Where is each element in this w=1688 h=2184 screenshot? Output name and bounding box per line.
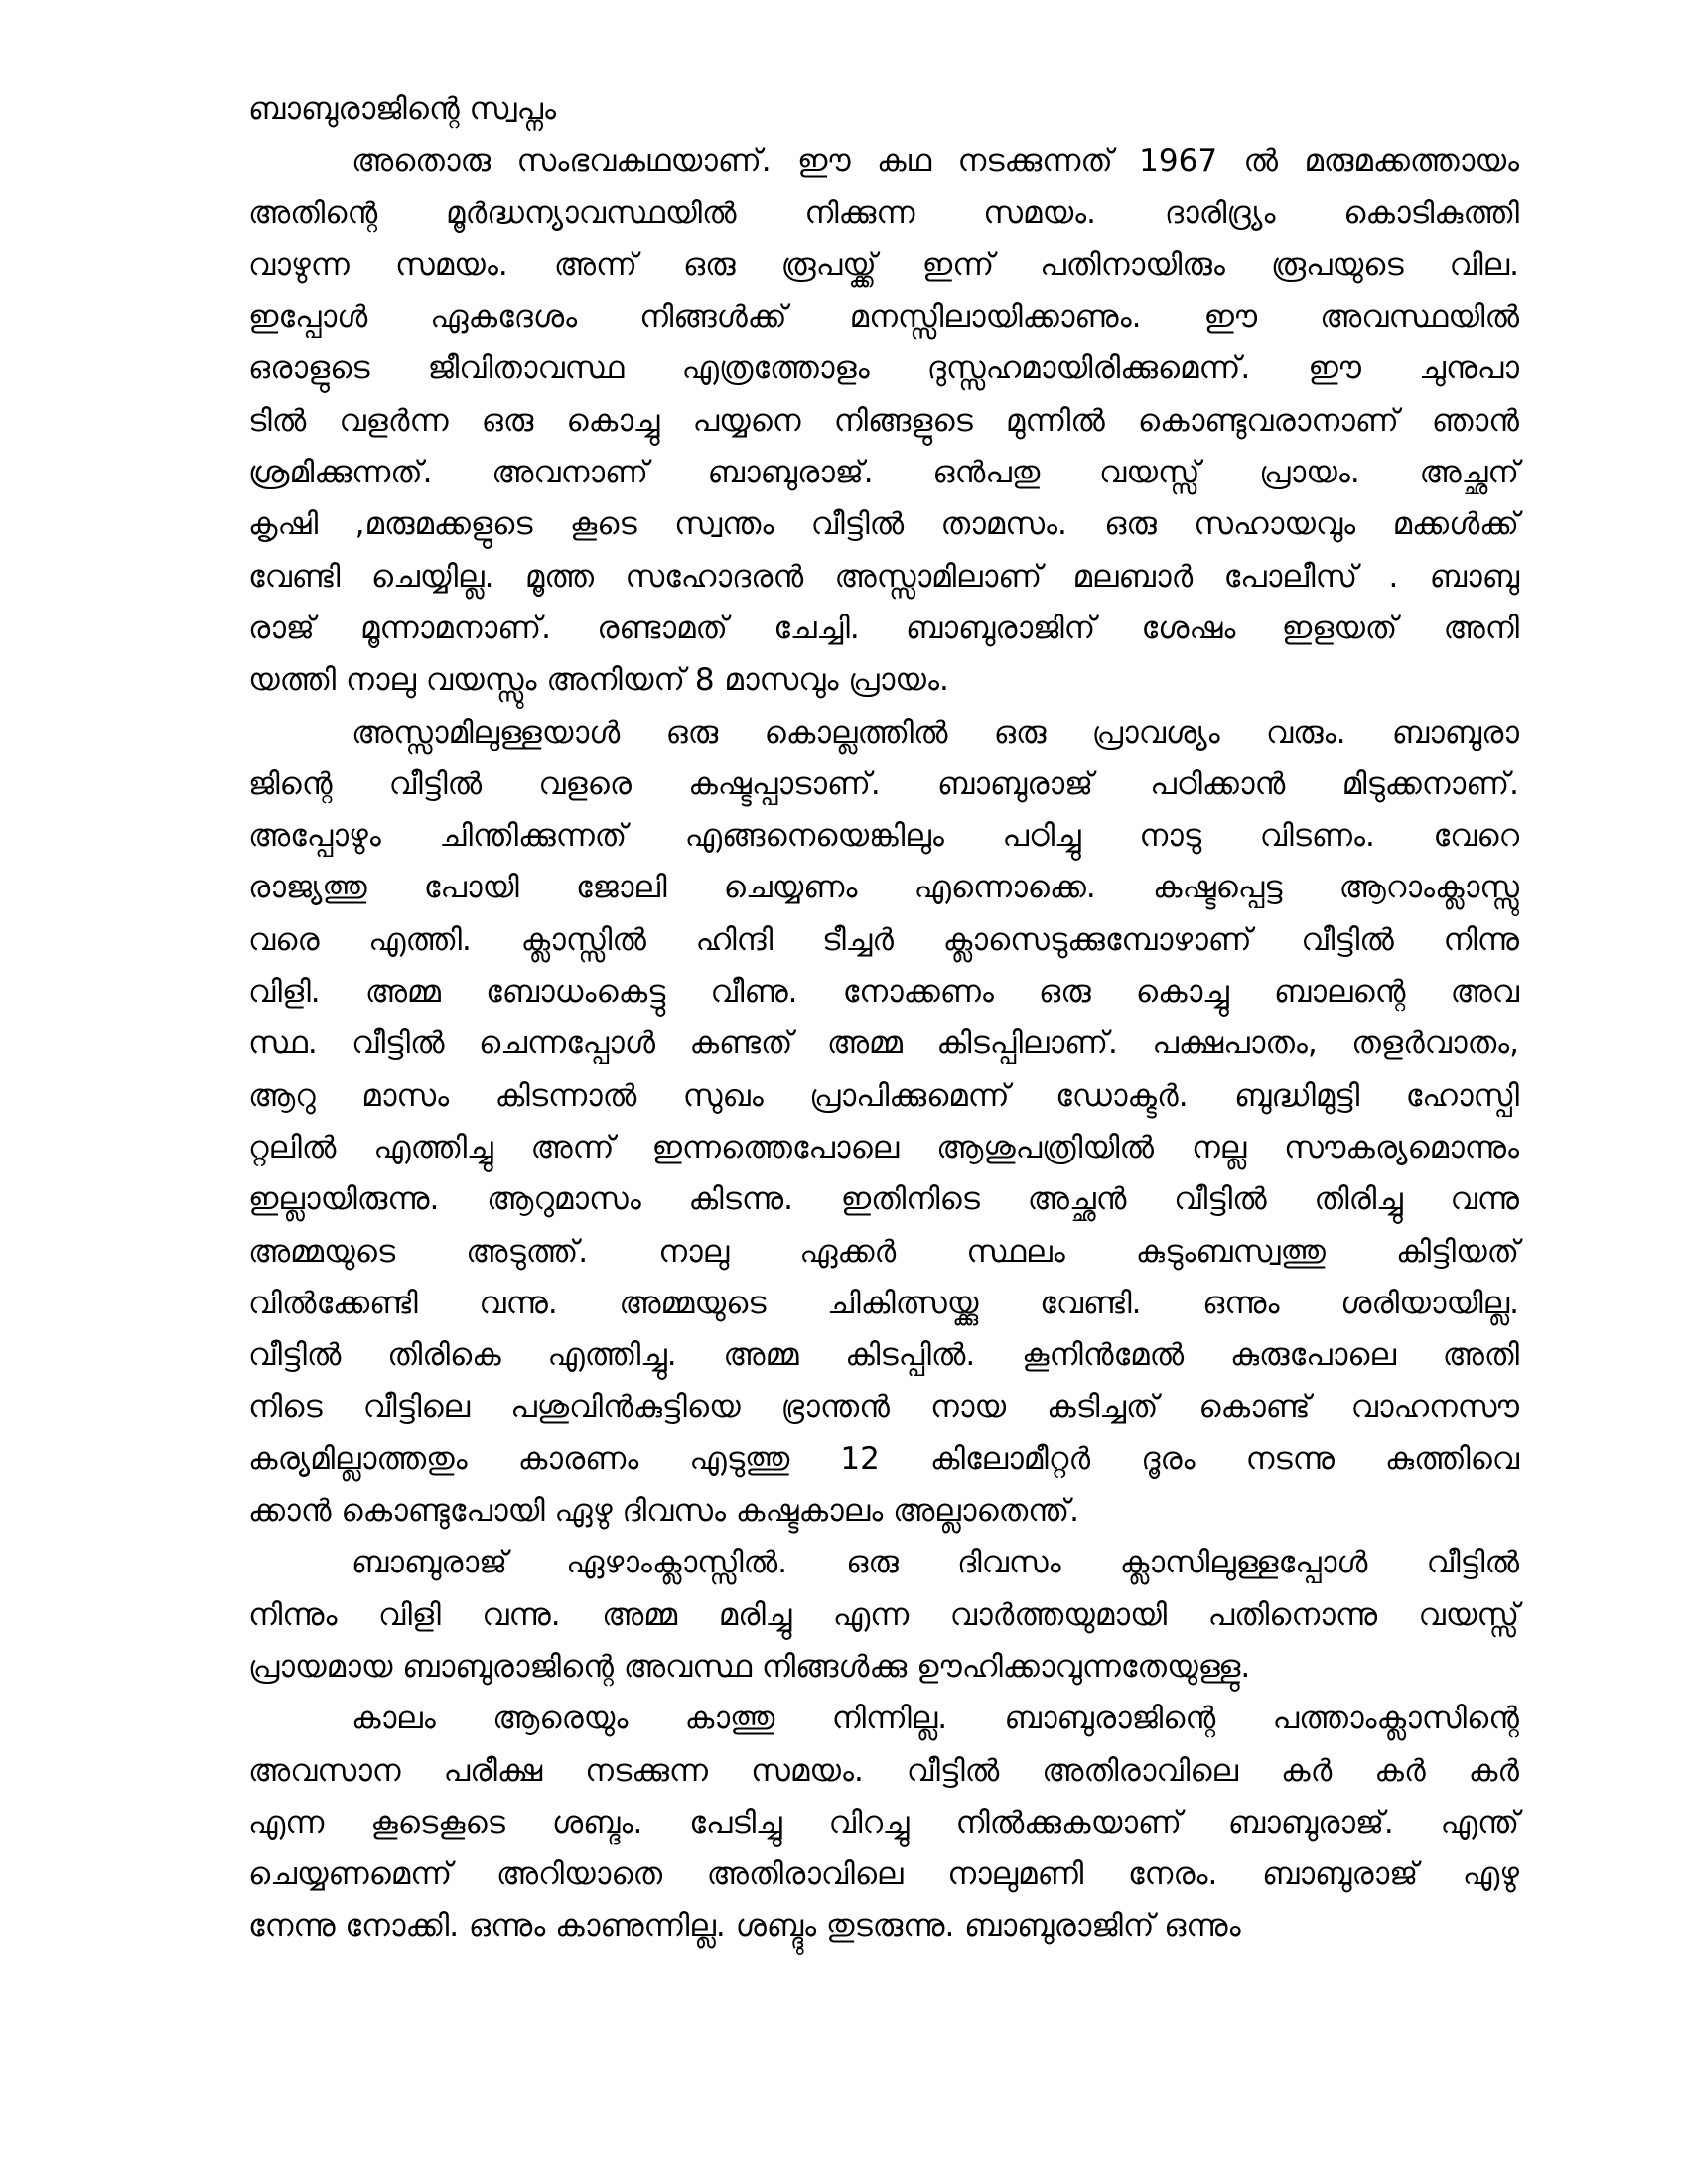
paragraph-line: വിളി. അമ്മ ബോധംകെട്ടു വീണു. നോക്കണം ഒരു കൊച്ചു ബാലന്റെ അവ [248,974,1519,1011]
paragraph-line: ബാബുരാജ് ഏഴാംക്ലാസ്സിൽ. ഒരു ദിവസം ക്ലാസിലുള്ളപ്പോൾ വീട്ടിൽ [352,1545,1519,1581]
paragraph-line: എന്ന കൂടെകൂടെ ശബ്ദം. പേടിച്ചു വിറച്ചു നിൽക്കുകയാണ് ബാബുരാജ്. എന്ത് [248,1804,1519,1841]
paragraph-line: പ്രായമായ ബാബുരാജിന്റെ അവസ്ഥ നിങ്ങൾക്കു ഊഹിക്കാവുന്നതേയുള്ളു. [248,1648,1251,1685]
paragraph-line: അതിന്റെ മൂർദ്ധന്യാവസ്ഥയിൽ നിക്കുന്ന സമയം. ദാരിദ്ര്യം കൊടികുത്തി [248,195,1519,231]
paragraph-line: ആറു മാസം കിടന്നാൽ സുഖം പ്രാപിക്കുമെന്ന് ഡോക്ടർ. ബുദ്ധിമുട്ടി ഹോസ്പി [248,1077,1519,1114]
paragraph [248,1537,1519,1693]
paragraph-line: രാജ്യത്തു പോയി ജോലി ചെയ്യണം എന്നൊക്കെ. കഷ്ടപ്പെട്ട ആറാംക്ലാസ്സു [248,870,1519,906]
paragraph-line: ഒരാളുടെ ജീവിതാവസ്ഥ എത്രത്തോളം ദുസ്സഹമായിരിക്കുമെന്ന്. ഈ ചുനുപാ [248,350,1519,387]
paragraph-line: രാജ് മൂന്നാമനാണ്. രണ്ടാമത് ചേച്ചി. ബാബുരാജിന് ശേഷം ഇളയത് അനി [248,610,1519,646]
paragraph-line: ജിന്റെ വീട്ടിൽ വളരെ കഷ്ടപ്പാടാണ്. ബാബുരാജ് പഠിക്കാൻ മിടുക്കനാണ്. [248,765,1519,802]
paragraph-line: അമ്മയുടെ അടുത്ത്. നാലു ഏക്കർ സ്ഥലം കുടുംബസ്വത്തു കിട്ടിയത് [248,1233,1519,1270]
paragraph-line: ചെയ്യണമെന്ന് അറിയാതെ അതിരാവിലെ നാലുമണി നേരം. ബാബുരാജ് എഴു [248,1856,1519,1893]
paragraph-line: വിൽക്കേണ്ടി വന്നു. അമ്മയുടെ ചികിത്സയ്ക്കു വേണ്ടി. ഒന്നും ശരിയായില്ല. [248,1285,1519,1321]
paragraph-line: ശ്രമിക്കുന്നത്. അവനാണ് ബാബുരാജ്. ഒൻപതു വയസ്സ് പ്രായം. അച്ഛന് [248,455,1519,491]
paragraph-line: കൃഷി ,മരുമക്കളുടെ കൂടെ സ്വന്തം വീട്ടിൽ താമസം. ഒരു സഹായവും മക്കൾക്ക് [248,506,1519,543]
document-body [248,83,1519,1953]
paragraph-line: കര്യമില്ലാത്തതും കാരണം എടുത്തു 12 കിലോമീറ്റർ ദൂരം നടന്നു കുത്തിവെ [248,1440,1519,1477]
paragraph-line: അപ്പോഴും ചിന്തിക്കുന്നത് എങ്ങനെയെങ്കിലും പഠിച്ചു നാടു വിടണം. വേറെ [248,818,1519,855]
paragraph-line: യത്തി നാലു വയസ്സും അനിയന് 8 മാസവും പ്രായം. [248,662,949,699]
paragraph-line: ഇല്ലായിരുന്നു. ആറുമാസം കിടന്നു. ഇതിനിടെ അച്ഛൻ വീട്ടിൽ തിരിച്ചു വന്നു [248,1181,1519,1218]
paragraph-line: റ്റലിൽ എത്തിച്ചു അന്ന് ഇന്നത്തെപോലെ ആശുപത്രിയിൽ നല്ല സൗകര്യമൊന്നും [248,1129,1519,1165]
paragraph-line: വരെ എത്തി. ക്ലാസ്സിൽ ഹിന്ദി ടീച്ചർ ക്ലാസെടുക്കുമ്പോഴാണ് വീട്ടിൽ നിന്നു [248,921,1519,958]
paragraph-line: സ്ഥ. വീട്ടിൽ ചെന്നപ്പോൾ കണ്ടത് അമ്മ കിടപ്പിലാണ്. പക്ഷപാതം, തളർവാതം, [248,1025,1519,1062]
paragraph-line: ഇപ്പോൾ ഏകദേശം നിങ്ങൾക്ക് മനസ്സിലായിക്കാണും. ഈ അവസ്ഥയിൽ [248,299,1519,336]
paragraph [248,707,1519,1538]
document-title: ബാബുരാജിന്റെ സ്വപ്നം [248,91,557,127]
paragraphs-container [248,135,1519,1952]
paragraph-line: അവസാന പരീക്ഷ നടക്കുന്ന സമയം. വീട്ടിൽ അതിരാവിലെ കർ കർ കർ [248,1752,1519,1789]
paragraph [248,1693,1519,1952]
paragraph-line: നേന്നു നോക്കി. ഒന്നും കാണുന്നില്ല. ശബ്ദും തുടരുന്നു. ബാബുരാജിന് ഒന്നും [248,1908,1241,1945]
paragraph-line: അതൊരു സംഭവകഥയാണ്. ഈ കഥ നടക്കുന്നത് 1967 ൽ മരുമക്കത്തായം [352,143,1519,180]
paragraph-line: ടിൽ വളർന്ന ഒരു കൊച്ചു പയ്യനെ നിങ്ങളുടെ മുന്നിൽ കൊണ്ടുവരാനാണ് ഞാൻ [248,402,1519,439]
paragraph-line: ക്കാൻ കൊണ്ടുപോയി ഏഴു ദിവസം കഷ്ടകാലം അല്ലാതെന്ത്. [248,1493,1080,1530]
paragraph-line: വീട്ടിൽ തിരികെ എത്തിച്ചു. അമ്മ കിടപ്പിൽ. കൂനിൻമേൽ കുരുപോലെ അതി [248,1337,1519,1374]
paragraph [248,135,1519,706]
paragraph-line: നിന്നും വിളി വന്നു. അമ്മ മരിച്ചു എന്ന വാർത്തയുമായി പതിനൊന്നു വയസ്സ് [248,1596,1519,1633]
paragraph-line: അസ്സാമിലുള്ളയാൾ ഒരു കൊല്ലത്തിൽ ഒരു പ്രാവശ്യം വരും. ബാബുരാ [352,714,1519,751]
paragraph-line: വേണ്ടി ചെയ്യില്ല. മൂത്ത സഹോദരൻ അസ്സാമിലാണ് മലബാർ പോലീസ് . ബാബു [248,558,1519,595]
paragraph-line: നിടെ വീട്ടിലെ പശുവിൻകുട്ടിയെ ഭ്രാന്തൻ നായ കടിച്ചത് കൊണ്ട് വാഹനസൗ [248,1389,1519,1426]
paragraph-line: വാഴുന്ന സമയം. അന്ന് ഒരു രൂപയ്ക്ക് ഇന്ന് പതിനായിരും രൂപയുടെ വില. [248,246,1519,283]
paragraph-line: കാലം ആരെയും കാത്തു നിന്നില്ല. ബാബുരാജിന്റെ പത്താംക്ലാസിന്റെ [352,1701,1519,1737]
